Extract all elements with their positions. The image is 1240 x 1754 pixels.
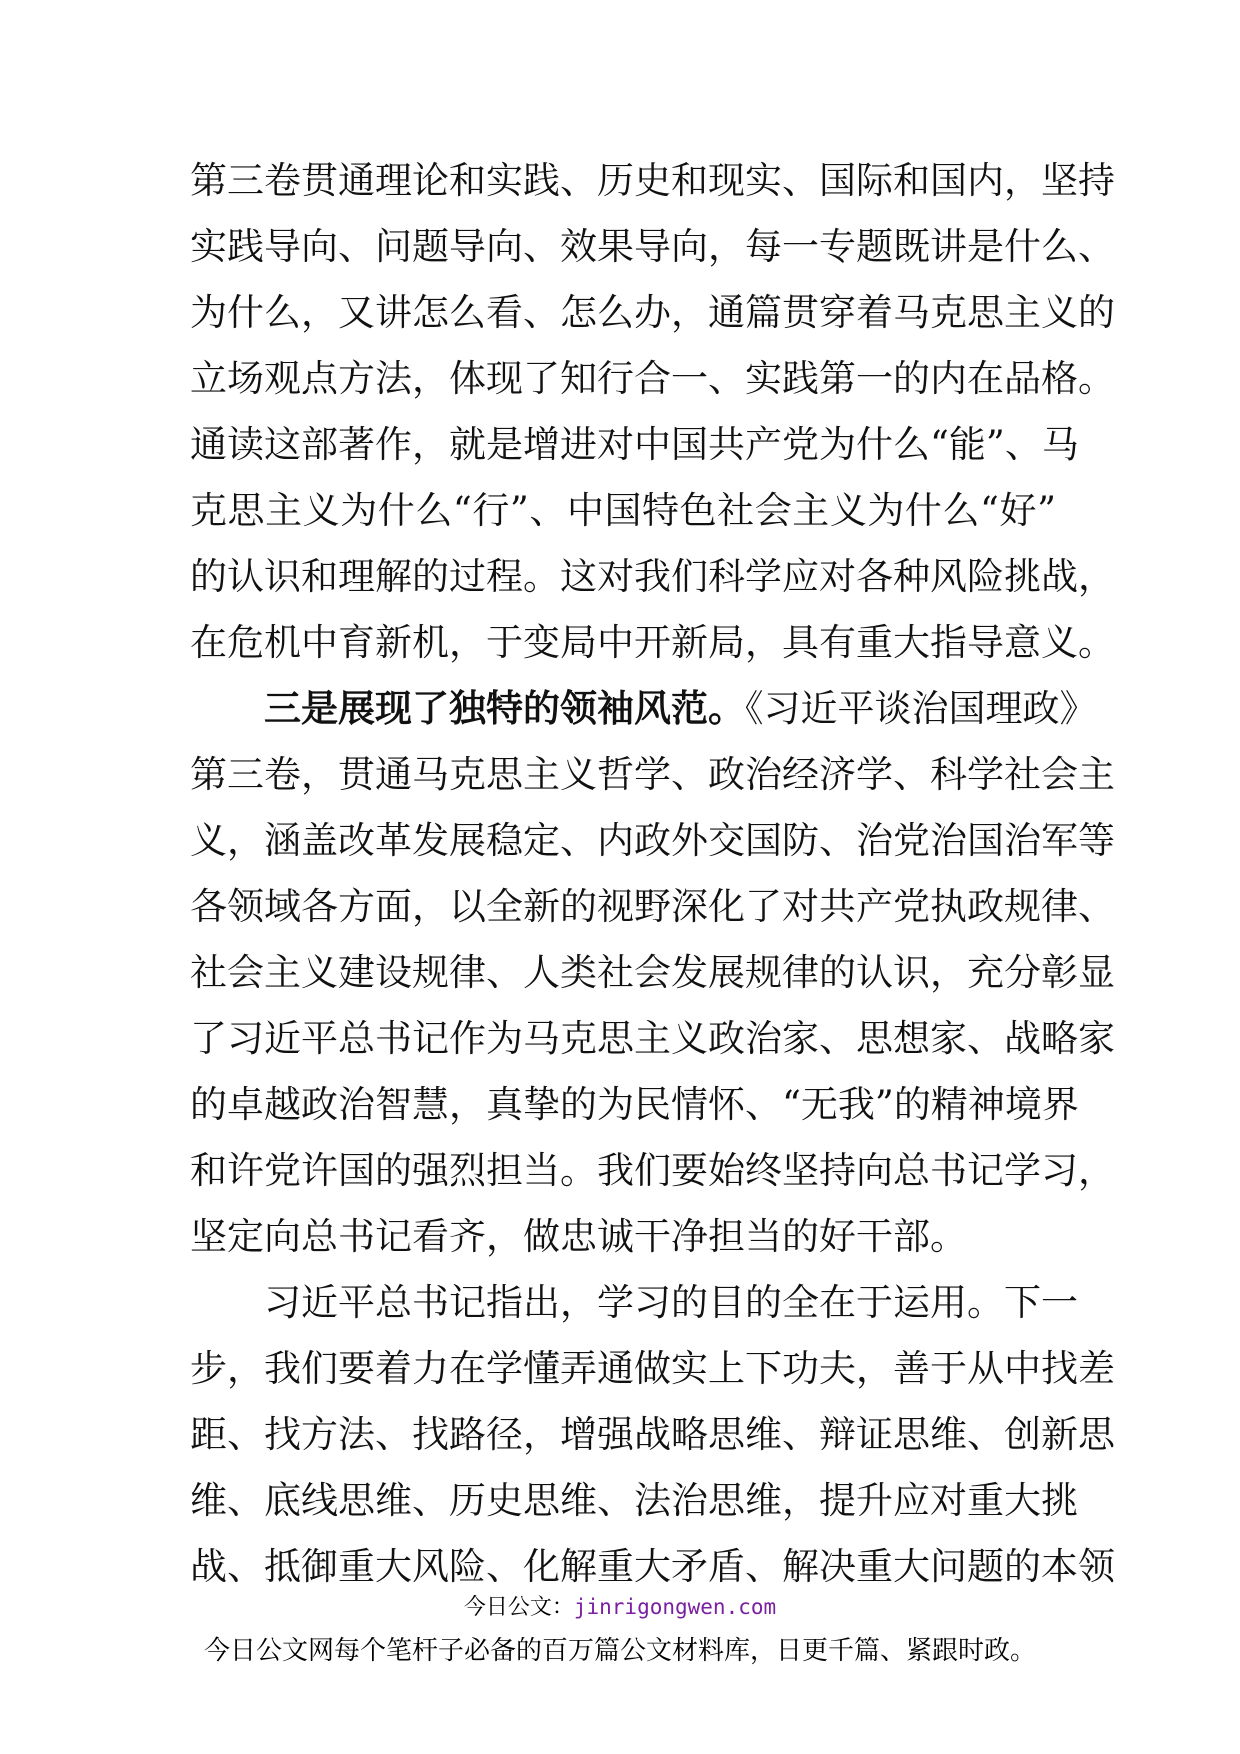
text-line: 为什么，又讲怎么看、怎么办，通篇贯穿着马克思主义的	[190, 291, 1115, 334]
paragraph-heading: 三是展现了独特的领袖风范。	[264, 687, 745, 730]
text-line: 第三卷，贯通马克思主义哲学、政治经济学、科学社会主	[190, 753, 1115, 796]
text-line: 第三卷贯通理论和实践、历史和现实、国际和国内，坚持	[190, 159, 1115, 202]
footer-site-label: 今日公文：	[463, 1595, 574, 1620]
text-line: 和许党许国的强烈担当。我们要始终坚持向总书记学习，	[190, 1149, 1115, 1192]
text-line: 社会主义建设规律、人类社会发展规律的认识，充分彰显	[190, 951, 1115, 994]
text-line: 通读这部著作，就是增进对中国共产党为什么“能”、马	[190, 423, 1079, 466]
document-body	[190, 148, 1115, 1600]
text-line: 距、找方法、找路径，增强战略思维、辩证思维、创新思	[190, 1413, 1115, 1456]
text-line: 坚定向总书记看齐，做忠诚干净担当的好干部。	[190, 1215, 967, 1258]
text-line: 步，我们要着力在学懂弄通做实上下功夫，善于从中找差	[190, 1347, 1115, 1390]
footer-site	[0, 1590, 1240, 1624]
text-line: 克思主义为什么“行”、中国特色社会主义为什么“好”	[190, 489, 1056, 532]
text-line: 维、底线思维、历史思维、法治思维，提升应对重大挑	[190, 1479, 1078, 1522]
text-line: 习近平总书记指出，学习的目的全在于运用。下一	[264, 1281, 1078, 1324]
page-footer	[0, 1590, 1240, 1672]
text-line: 《习近平谈治国理政》	[745, 687, 1097, 730]
footer-site-link[interactable]: jinrigongwen.com	[573, 1595, 777, 1619]
text-line: 义，涵盖改革发展稳定、内政外交国防、治党治国治军等	[190, 819, 1115, 862]
paragraph-heading-line	[190, 676, 1097, 742]
text-line: 实践导向、问题导向、效果导向，每一专题既讲是什么、	[190, 225, 1115, 268]
text-line: 战、抵御重大风险、化解重大矛盾、解决重大问题的本领	[190, 1545, 1115, 1588]
text-line: 立场观点方法，体现了知行合一、实践第一的内在品格。	[190, 357, 1115, 400]
text-line: 的卓越政治智慧，真挚的为民情怀、“无我”的精神境界	[190, 1083, 1079, 1126]
text-line: 了习近平总书记作为马克思主义政治家、思想家、战略家	[190, 1017, 1115, 1060]
text-line: 在危机中育新机，于变局中开新局，具有重大指导意义。	[190, 621, 1115, 664]
footer-tagline: 今日公文网每个笔杆子必备的百万篇公文材料库，日更千篇、紧跟时政。	[203, 1636, 1036, 1666]
text-line: 的认识和理解的过程。这对我们科学应对各种风险挑战，	[190, 555, 1115, 598]
text-line: 各领域各方面，以全新的视野深化了对共产党执政规律、	[190, 885, 1115, 928]
